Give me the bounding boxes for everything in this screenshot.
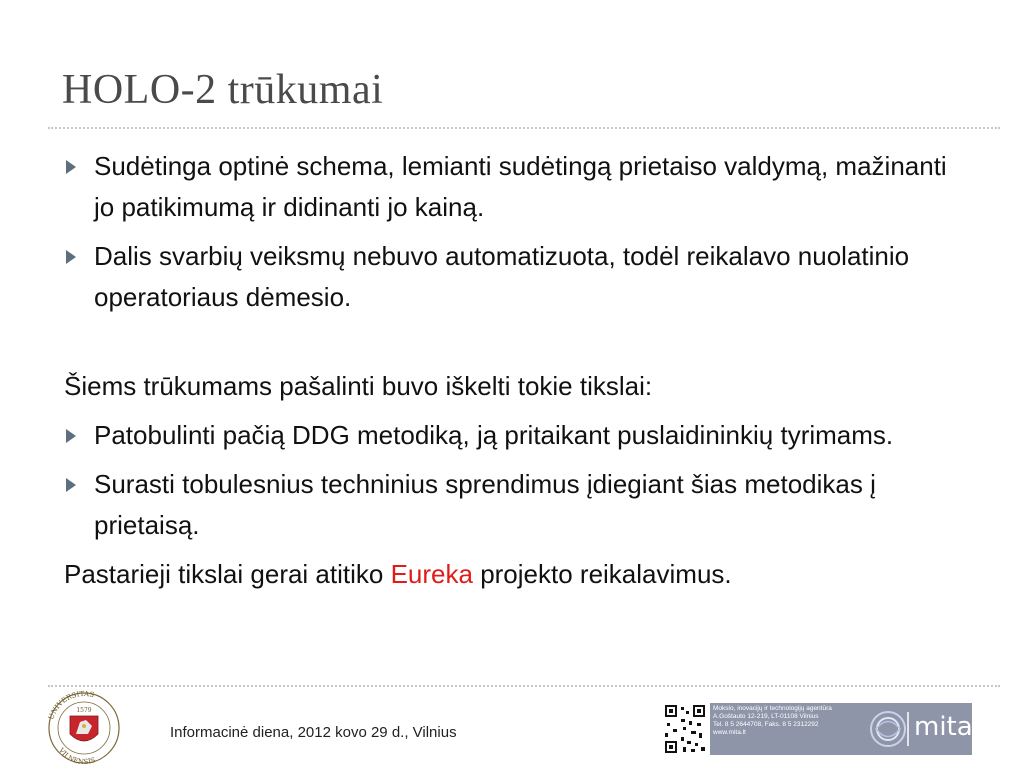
bullet-arrow-icon [66, 160, 76, 174]
conclusion-start: Pastarieji tikslai gerai atitiko [64, 559, 391, 589]
conclusion-end: projekto reikalavimus. [472, 559, 732, 589]
logo-top-arc: UNIVERSITAS [47, 690, 96, 721]
mita-line: Tel. 8 5 2644708, Faks. 8 5 2312292 [713, 721, 819, 728]
mita-logo [866, 706, 973, 752]
mita-line: A.Goštauto 12-219, LT-01108 Vilnius [713, 713, 819, 720]
bullet-text: Surasti tobulesnius techninius sprendimus įdiegiant šias metodikas į prietaisą. [94, 469, 876, 540]
footer-event-info: Informacinė diena, 2012 kovo 29 d., Vilnius [170, 724, 457, 741]
mita-line: Mokslo, inovacijų ir technologijų agentūra [713, 705, 832, 712]
mita-contact-info [713, 705, 858, 737]
logo-year: 1579 [76, 707, 92, 714]
footer-divider [48, 685, 1000, 687]
slide-title: HOLO-2 trūkumai [62, 67, 384, 113]
goals-intro: Šiems trūkumams pašalinti buvo iškelti tokie tikslai: [64, 371, 653, 401]
bullet-text: Patobulinti pačią DDG metodiką, ją pritaikant puslaidininkių tyrimams. [94, 420, 894, 450]
bullet-arrow-icon [66, 429, 76, 443]
mita-logo-word: mita [914, 712, 973, 742]
bullet-text: Dalis svarbių veiksmų nebuvo automatizuota, todėl reikalavo nuolatinio operatoriaus dėmesio. [94, 241, 910, 312]
bullet-text: Sudėtinga optinė schema, lemianti sudėtingą prietaiso valdymą, mažinanti jo patikimumą ir didinanti jo kainą. [94, 151, 947, 222]
qr-code-icon [663, 703, 707, 755]
slide-body [64, 146, 964, 603]
eureka-highlight: Eureka [390, 559, 473, 589]
bullet-item [64, 464, 964, 546]
bullet-item [64, 146, 964, 228]
conclusion [64, 554, 964, 595]
vilnius-university-logo [40, 690, 128, 764]
mita-line: www.mita.lt [713, 729, 746, 736]
bullet-arrow-icon [66, 250, 76, 264]
title-divider [48, 127, 1000, 129]
bullet-item [64, 415, 964, 456]
bullet-arrow-icon [66, 478, 76, 492]
logo-bottom-arc: VILNENSIS [56, 746, 97, 764]
bullet-item [64, 236, 964, 318]
mita-emblem-icon [866, 706, 910, 752]
